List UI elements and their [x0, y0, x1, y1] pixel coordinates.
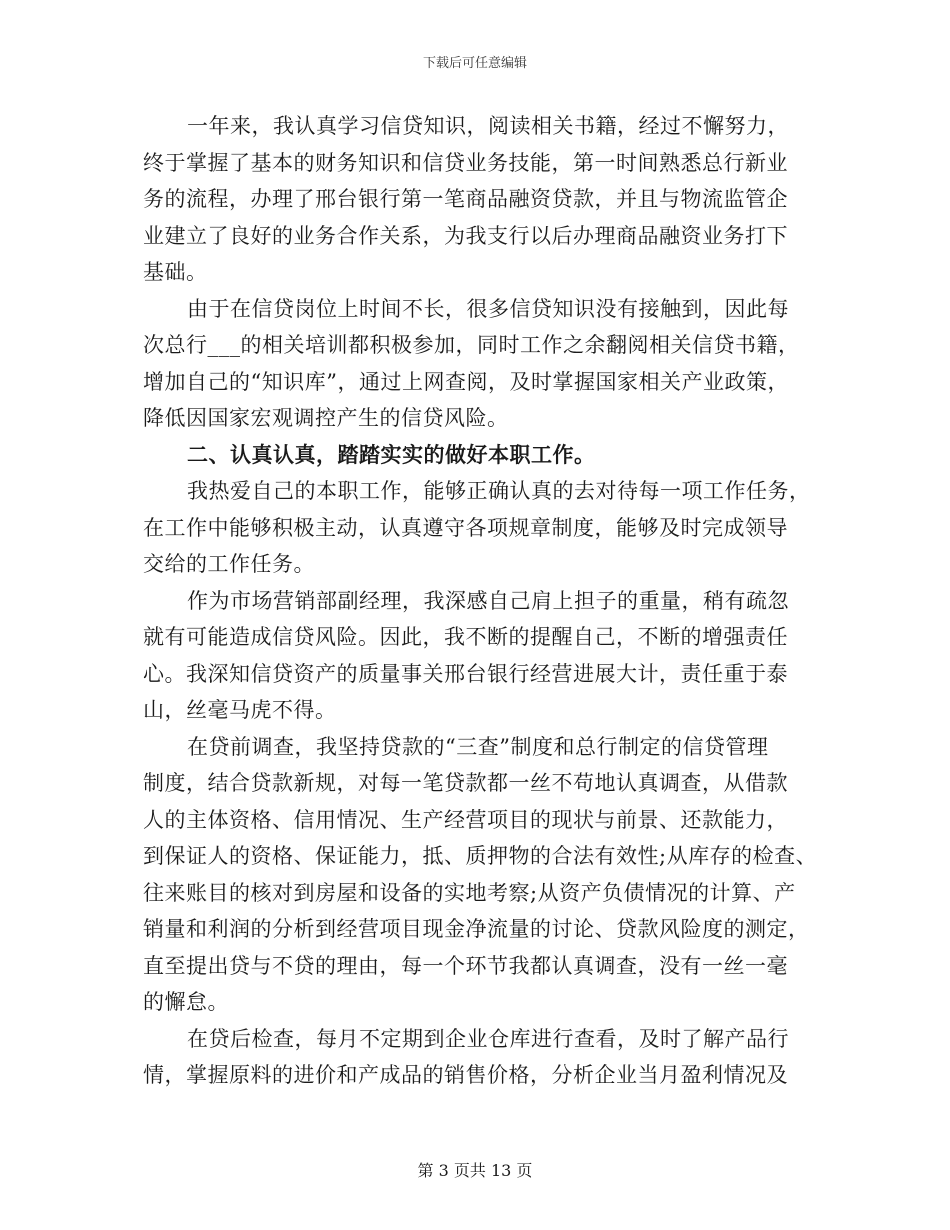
paragraph: [143, 1021, 815, 1094]
paragraph: [143, 583, 815, 729]
text-line: 终于掌握了基本的财务知识和信贷业务技能，第一时间熟悉总行新业: [143, 150, 788, 175]
text-line: 务的流程，办理了邢台银行第一笔商品融资贷款，并且与物流监管企: [143, 187, 788, 211]
text-line: 直至提出贷与不贷的理由，每一个环节我都认真调查，没有一丝一毫: [143, 953, 788, 978]
text-line: 作为市场营销部副经理，我深感自己肩上担子的重量，稍有疏忽: [187, 588, 789, 613]
text-line: 在贷前调查，我坚持贷款的“三查”制度和总行制定的信贷管理: [187, 734, 769, 759]
text-line: 业建立了良好的业务合作关系，为我支行以后办理商品融资业务打下: [143, 223, 788, 248]
text-line: 一年来，我认真学习信贷知识，阅读相关书籍，经过不懈努力，: [187, 114, 789, 138]
text-line: 在工作中能够积极主动，认真遵守各项规章制度，能够及时完成领导: [143, 515, 788, 540]
text-line: 人的主体资格、信用情况、生产经营项目的现状与前景、还款能力，: [143, 807, 788, 832]
text-line: 心。我深知信贷资产的质量事关邢台银行经营进展大计，责任重于泰: [143, 661, 788, 686]
paragraph: [143, 729, 818, 1021]
document-body: [143, 108, 818, 1094]
text-line: 情，掌握原料的进价和产成品的销售价格，分析企业当月盈利情况及: [143, 1063, 788, 1087]
text-line: 往来账目的核对到房屋和设备的实地考察;从资产负债情况的计算、产: [143, 880, 796, 905]
text-line: 山，丝毫马虎不得。: [143, 698, 337, 722]
text-line: 就有可能造成信贷风险。因此，我不断的提醒自己，不断的增强责任: [143, 625, 788, 649]
text-line: 我热爱自己的本职工作，能够正确认真的去对待每一项工作任务，: [187, 479, 811, 503]
text-line: 交给的工作任务。: [143, 552, 315, 576]
text-line: 降低因国家宏观调控产生的信贷风险。: [143, 406, 509, 430]
text-line: 制度，结合贷款新规，对每一笔贷款都一丝不苟地认真调查，从借款: [143, 771, 788, 795]
paragraph: [143, 473, 815, 583]
text-line: 销量和利润的分析到经营项目现金净流量的讨论、贷款风险度的测定，: [143, 917, 810, 941]
text-line: 在贷后检查，每月不定期到企业仓库进行查看，及时了解产品行: [187, 1026, 789, 1051]
page-header: 下载后可任意编辑: [422, 56, 527, 71]
paragraph: [143, 291, 815, 437]
heading-line: 二、认真认真，踏踏实实的做好本职工作。: [187, 441, 596, 467]
text-line: 由于在信贷岗位上时间不长，很多信贷知识没有接触到，因此每: [187, 296, 789, 321]
text-line: 增加自己的“知识库”，通过上网查阅，及时掌握国家相关产业政策，: [143, 369, 789, 394]
page-footer: 第 3 页共 13 页: [417, 1161, 533, 1180]
text-line: 次总行___的相关培训都积极参加，同时工作之余翻阅相关信贷书籍，: [143, 333, 800, 357]
text-line: 的懈怠。: [143, 990, 229, 1014]
paragraph: [143, 108, 815, 291]
text-line: 到保证人的资格、保证能力，抵、质押物的合法有效性;从库存的检查、: [143, 844, 818, 868]
text-line: 基础。: [143, 260, 208, 284]
section-heading: [143, 437, 815, 474]
